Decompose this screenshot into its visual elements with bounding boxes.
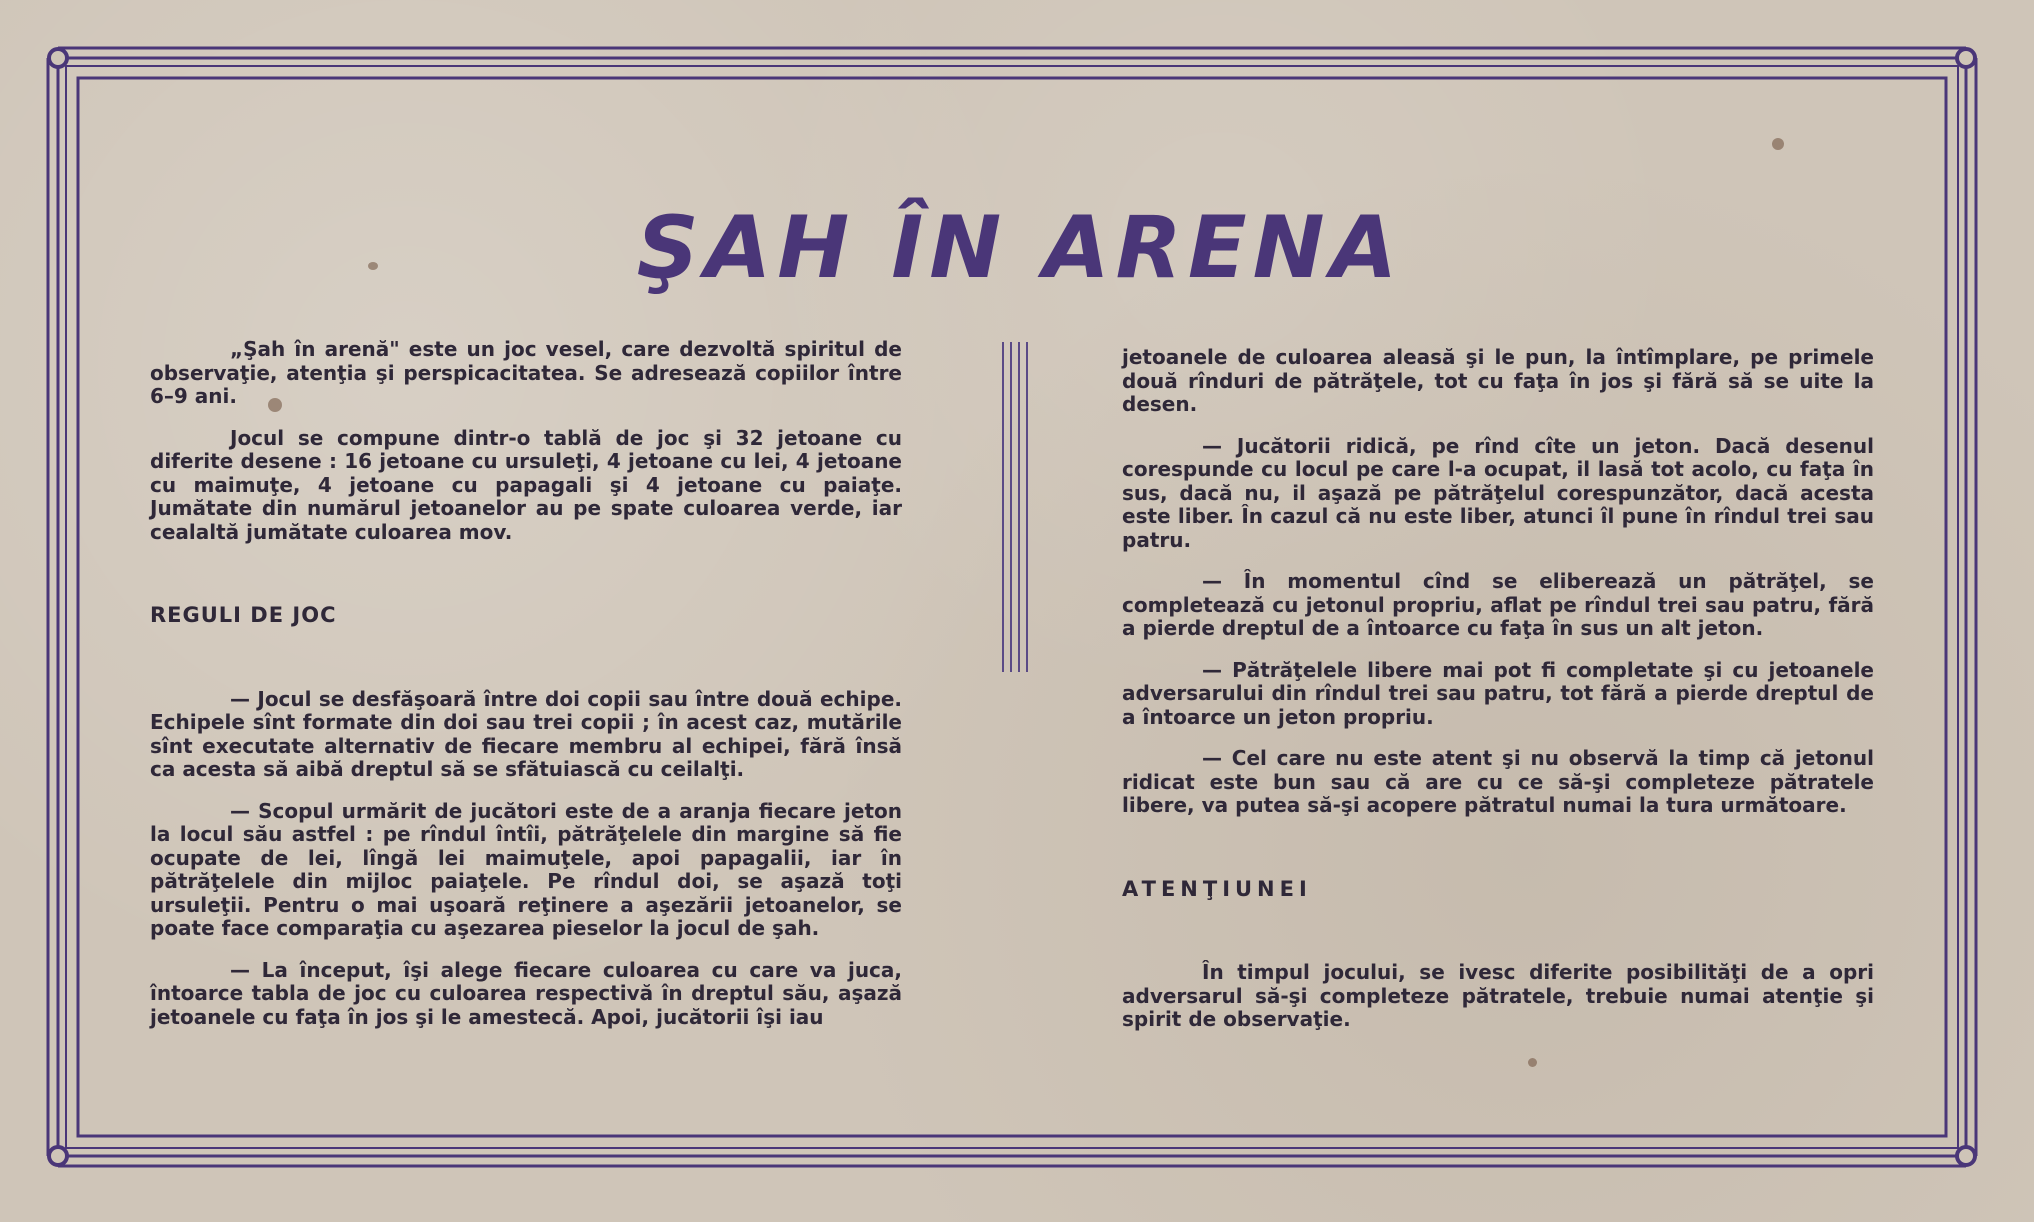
page-title: ŞAH ÎN ARENA: [636, 197, 1404, 298]
rule-paragraph: — Jocul se desfăşoară între doi copii sau între două echipe. Echipele sînt formate din doi sau trei copii ; în acest caz, mutările sînt executate alternativ de fiecare membru al echipei, fără însă ca acesta să aibă dreptul să se sfătuiască cu ceilalţi.: [150, 686, 902, 781]
corner-circle-top-right: [1957, 49, 1975, 67]
paper-stain: [1772, 138, 1784, 150]
corner-circle-bottom-left: [49, 1147, 67, 1165]
right-column: [1122, 346, 1874, 1032]
corner-circle-top-left: [49, 49, 67, 67]
rule-paragraph: — La început, îşi alege fiecare culoarea cu care va juca, întoarce tabla de joc cu culoarea respectivă în dreptul său, aşază jetoanele cu faţa în jos şi le amestecă. Apoi, jucătorii îşi iau: [150, 957, 902, 1029]
intro-paragraph: „Şah în arenă" este un joc vesel, care dezvoltă spiritul de observaţie, atenţia şi perspicacitatea. Se adresează copiilor între 6–9 ani.: [150, 337, 902, 408]
column-divider: [1002, 342, 1028, 672]
rule-paragraph: — În momentul cînd se eliberează un pătrăţel, se completează cu jetonul propriu, aflat pe rîndul trei sau patru, fără a pierde dreptul de a întoarce cu faţa în sus un alt jeton.: [1122, 569, 1874, 640]
paper-stain: [368, 262, 378, 270]
paper-stain: [1528, 1058, 1537, 1067]
rule-paragraph: — Jucătorii ridică, pe rînd cîte un jeton. Dacă desenul corespunde cu locul pe care l-a ocupat, il lasă tot acolo, cu faţa în sus, dacă nu, il aşază pe pătrăţelul corespunzător, dacă acesta este liber. În cazul că nu este liber, atunci îl pune în rîndul trei sau patru.: [1122, 433, 1874, 552]
rule-paragraph: — Scopul urmărit de jucători este de a aranja fiecare jeton la locul său astfel : pe rîndul întîi, pătrăţelele din margine să fie ocupate de lei, lîngă lei maimuţele, apoi papagalii, iar în pătrăţelele din mijloc paiaţele. Pe rîndul doi, se aşază toţi ursuleţii. Pentru o mai uşoară reţinere a aşezării jetoanelor, se poate face comparaţia cu aşezarea pieselor la jocul de şah.: [150, 798, 902, 940]
attention-paragraph: În timpul jocului, se ivesc diferite posibilităţi de a opri adversarul să-şi completeze pătratele, trebuie numai atenţie şi spirit de observaţie.: [1122, 960, 1874, 1031]
corner-circle-bottom-right: [1957, 1147, 1975, 1165]
intro-paragraph: Jocul se compune dintr-o tablă de joc şi 32 jetoane cu diferite desene : 16 jetoane cu ursuleţi, 4 jetoane cu lei, 4 jetoane cu maimuţe, 4 jetoane cu papagali şi 4 jetoane cu paiaţe. Jumătate din numărul jetoanelor au pe spate culoarea verde, iar cealaltă jumătate culoarea mov.: [150, 425, 902, 544]
attention-heading: ATENŢIUNEI: [1122, 876, 1312, 901]
continued-paragraph: jetoanele de culoarea aleasă şi le pun, la întîmplare, pe primele două rînduri de pătrăţele, tot cu faţa în jos şi fără să se uite la desen.: [1122, 345, 1874, 416]
rule-paragraph: — Cel care nu este atent şi nu observă la timp că jetonul ridicat este bun sau că are cu ce să-şi completeze pătratele libere, va putea să-şi acopere pătratul numai la tura următoare.: [1122, 746, 1874, 817]
left-column: [150, 338, 902, 1029]
rule-paragraph: — Pătrăţelele libere mai pot fi completate şi cu jetoanele adversarului din rîndul trei sau patru, tot fără a pierde dreptul de a întoarce un jeton propriu.: [1122, 657, 1874, 729]
rules-heading: REGULI DE JOC: [150, 603, 337, 627]
